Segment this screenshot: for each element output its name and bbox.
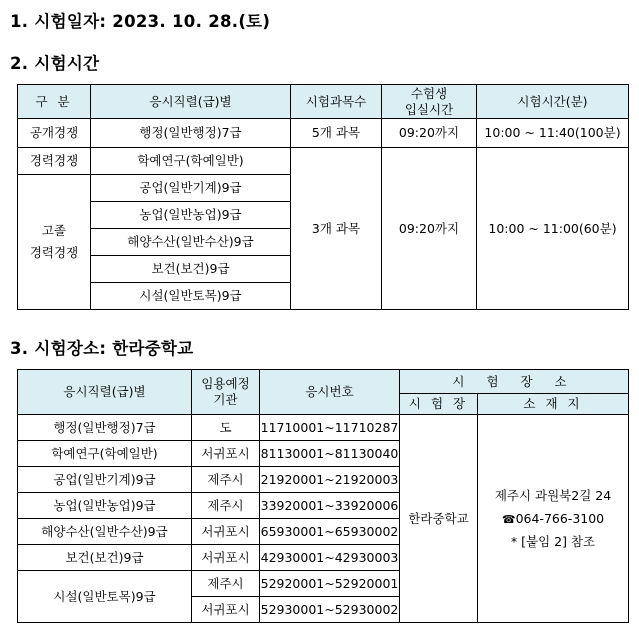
exam-number-cell: 21920001~21920003 <box>260 467 400 493</box>
exam-number-cell: 42930001~42930003 <box>260 545 400 571</box>
division-line1: 고졸 <box>41 223 67 239</box>
col-position: 응시직렬(급)별 <box>91 85 291 119</box>
table-header-row <box>18 85 629 119</box>
col-address: 소 재 지 <box>478 394 629 415</box>
position-cell: 농업(일반농업)9급 <box>18 493 192 519</box>
table-row <box>18 148 629 175</box>
position-cell: 시설(일반토목)9급 <box>18 571 192 623</box>
exam-time-cell: 10:00 ~ 11:00(60분) <box>477 148 629 310</box>
exam-number-cell: 52920001~52920001 <box>260 571 400 597</box>
col-division: 구 분 <box>18 85 91 119</box>
agency-cell: 제주시 <box>192 467 260 493</box>
address-cell <box>478 415 629 623</box>
col-position: 응시직렬(급)별 <box>18 370 192 415</box>
division-cell: 공개경쟁 <box>18 119 91 148</box>
exam-number-cell: 81130001~81130040 <box>260 441 400 467</box>
division-cell <box>18 175 91 310</box>
col-agency-line2: 기관 <box>213 392 238 407</box>
col-exam-time: 시험시간(분) <box>477 85 629 119</box>
agency-cell: 서귀포시 <box>192 545 260 571</box>
agency-cell: 제주시 <box>192 571 260 597</box>
col-entry-time-line2: 입실시간 <box>404 101 454 117</box>
table-row <box>18 119 629 148</box>
division-cell: 경력경쟁 <box>18 148 91 175</box>
entry-time-cell: 09:20까지 <box>382 119 477 148</box>
exam-time-heading: 2. 시험시간 <box>10 54 100 73</box>
position-cell: 해양수산(일반수산)9급 <box>91 229 291 256</box>
venue-name-cell: 한라중학교 <box>400 415 478 623</box>
col-subjects: 시험과목수 <box>291 85 382 119</box>
exam-time-table <box>17 84 629 310</box>
position-cell: 공업(일반기계)9급 <box>18 467 192 493</box>
exam-venue-table <box>17 369 629 623</box>
subjects-cell: 3개 과목 <box>291 148 382 310</box>
note-line: * [붙임 2] 참조 <box>510 534 596 550</box>
position-cell: 농업(일반농업)9급 <box>91 202 291 229</box>
position-cell: 시설(일반토목)9급 <box>91 283 291 310</box>
agency-cell: 도 <box>192 415 260 441</box>
position-cell: 보건(보건)9급 <box>18 545 192 571</box>
table-row <box>18 415 629 441</box>
entry-time-cell: 09:20까지 <box>382 148 477 310</box>
col-agency <box>192 370 260 415</box>
division-line2: 경력경쟁 <box>29 245 79 260</box>
position-cell: 학예연구(학예일반) <box>91 148 291 175</box>
col-entry-time <box>382 85 477 119</box>
position-cell: 보건(보건)9급 <box>91 256 291 283</box>
agency-cell: 서귀포시 <box>192 519 260 545</box>
position-cell: 학예연구(학예일반) <box>18 441 192 467</box>
telephone-icon: ☎ <box>501 512 516 526</box>
exam-number-cell: 65930001~65930002 <box>260 519 400 545</box>
col-agency-line1: 임용예정 <box>201 376 250 392</box>
exam-number-cell: 33920001~33920006 <box>260 493 400 519</box>
position-cell: 행정(일반행정)7급 <box>18 415 192 441</box>
table-header-row <box>18 370 629 394</box>
col-entry-time-line1: 수험생 <box>410 85 448 101</box>
agency-cell: 서귀포시 <box>192 441 260 467</box>
col-exam-number: 응시번호 <box>260 370 400 415</box>
exam-number-cell: 11710001~11710287 <box>260 415 400 441</box>
col-venue: 시 험 장 소 <box>400 370 629 394</box>
phone-line <box>478 507 628 530</box>
exam-time-cell: 10:00 ~ 11:40(100분) <box>477 119 629 148</box>
position-cell: 행정(일반행정)7급 <box>91 119 291 148</box>
phone-number: 064-766-3100 <box>515 510 605 526</box>
exam-venue-heading: 3. 시험장소: 한라중학교 <box>10 339 194 358</box>
position-cell: 공업(일반기계)9급 <box>91 175 291 202</box>
position-cell: 해양수산(일반수산)9급 <box>18 519 192 545</box>
col-venue-name: 시 험 장 <box>400 394 478 415</box>
address-line: 제주시 과원북2길 24 <box>494 487 612 503</box>
subjects-cell: 5개 과목 <box>291 119 382 148</box>
agency-cell: 서귀포시 <box>192 597 260 623</box>
agency-cell: 제주시 <box>192 493 260 519</box>
exam-number-cell: 52930001~52930002 <box>260 597 400 623</box>
exam-date-heading: 1. 시험일자: 2023. 10. 28.(토) <box>10 12 271 31</box>
